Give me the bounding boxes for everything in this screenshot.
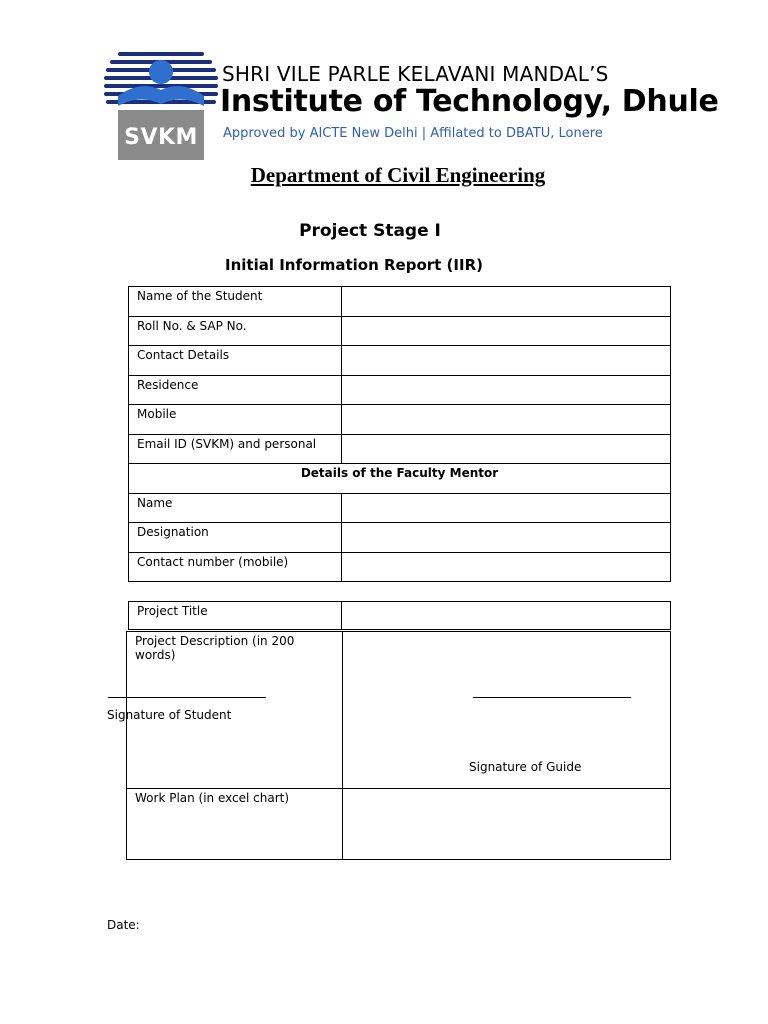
field-label: Contact Details — [129, 346, 342, 376]
field-value[interactable] — [342, 602, 671, 630]
table-row — [129, 375, 671, 405]
table-row — [129, 287, 671, 317]
field-label: Mobile — [129, 405, 342, 435]
student-info-table — [128, 286, 671, 582]
report-title: Initial Information Report (IIR) — [225, 256, 483, 274]
logo-wordmark: SVKM — [124, 125, 198, 150]
table-row — [129, 405, 671, 435]
field-value[interactable] — [343, 789, 671, 860]
project-details-table — [126, 631, 671, 860]
date-label: Date: — [107, 918, 140, 932]
field-value[interactable] — [342, 552, 671, 582]
table-row — [129, 552, 671, 582]
mentor-section-heading: Details of the Faculty Mentor — [129, 464, 671, 494]
field-value[interactable] — [342, 287, 671, 317]
table-row — [127, 789, 671, 860]
table-row — [129, 602, 671, 630]
table-row — [129, 346, 671, 376]
institute-name: Institute of Technology, Dhule — [220, 84, 719, 119]
table-row — [129, 493, 671, 523]
table-row — [129, 523, 671, 553]
field-value[interactable] — [342, 346, 671, 376]
field-value[interactable] — [342, 375, 671, 405]
table-row — [129, 464, 671, 494]
field-label: Project Description (in 200 words) — [127, 632, 343, 789]
student-signature-label: Signature of Student — [107, 708, 232, 722]
field-label: Project Title — [129, 602, 342, 630]
approval-line: Approved by AICTE New Delhi | Affilated to DBATU, Lonere — [223, 126, 603, 141]
field-label: Contact number (mobile) — [129, 552, 342, 582]
field-value[interactable] — [342, 316, 671, 346]
guide-signature-label: Signature of Guide — [469, 760, 582, 774]
student-signature-line — [108, 697, 266, 698]
field-value[interactable] — [342, 405, 671, 435]
field-value[interactable] — [342, 434, 671, 464]
field-label: Name of the Student — [129, 287, 342, 317]
guide-signature-line — [473, 697, 631, 698]
field-label: Email ID (SVKM) and personal — [129, 434, 342, 464]
table-row — [129, 316, 671, 346]
field-value[interactable] — [342, 493, 671, 523]
department-title: Department of Civil Engineering — [250, 163, 546, 187]
logo-head — [149, 60, 173, 84]
project-stage: Project Stage I — [299, 221, 441, 241]
field-label: Name — [129, 493, 342, 523]
field-label: Residence — [129, 375, 342, 405]
org-name: SHRI VILE PARLE KELAVANI MANDAL’S — [222, 62, 609, 86]
project-title-table — [128, 601, 671, 630]
field-label: Designation — [129, 523, 342, 553]
field-label: Roll No. & SAP No. — [129, 316, 342, 346]
field-value[interactable] — [342, 523, 671, 553]
field-label: Work Plan (in excel chart) — [127, 789, 343, 860]
table-row — [129, 434, 671, 464]
